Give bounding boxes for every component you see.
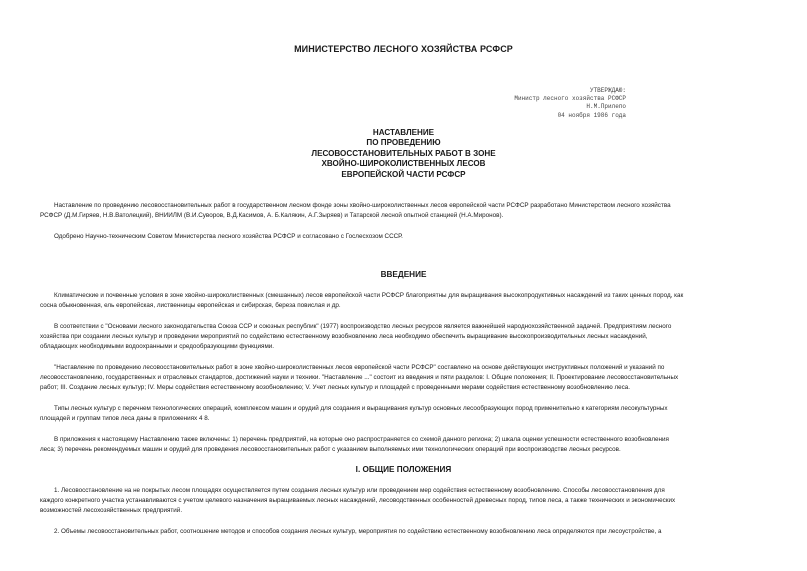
introduction-paragraph <box>40 435 770 455</box>
introduction-paragraph <box>40 404 770 424</box>
paragraph-line: хозяйства при создании лесных культур и проведении мероприятий по содействию естественному возобновлению леса необходимо обеспечить выращивание высокопроизводительных лесных насаждений, <box>40 333 648 341</box>
section-heading-general: I. ОБЩИЕ ПОЛОЖЕНИЯ <box>355 465 452 474</box>
approval-block <box>470 87 626 120</box>
paragraph-line: Типы лесных культур с перечнем технологических операций, комплексом машин и орудий для создания и выращивания культур основных лесообразующих пород применительно к категориям лесокультурных <box>54 405 668 412</box>
paragraph-line: лесовосстановлению, государственных и отраслевых стандартов, достижений науки и техники. "Наставление ..." состоит из введения и пяти разделов: I. Общие положения; II. Проектирование лесовосстановительных <box>40 374 679 382</box>
title-line: ХВОЙНО-ШИРОКОЛИСТВЕННЫХ ЛЕСОВ <box>321 159 486 169</box>
approval-line: УТВЕРЖДАЮ: <box>589 87 626 94</box>
paragraph-line: Климатические и почвенные условия в зоне хвойно-широколиственных (смешанных) лесов европейской части РСФСР благоприятны для выращивания высокопродуктивных насаждений из таких ценных пород, как <box>54 292 684 299</box>
approval-line: 04 ноября 1986 года <box>557 111 626 119</box>
title-line: ПО ПРОВЕДЕНИЮ <box>366 138 441 148</box>
paragraph-line: обладающих необходимыми водоохранными и средообразующими функциями. <box>40 343 275 351</box>
document-title <box>0 128 807 180</box>
introduction-paragraph <box>40 322 770 353</box>
title-line: ЕВРОПЕЙСКОЙ ЧАСТИ РСФСР <box>341 169 466 179</box>
intro-paragraph <box>40 201 770 221</box>
section-heading-introduction: ВВЕДЕНИЕ <box>380 270 427 279</box>
general-paragraph <box>40 527 770 537</box>
paragraph-line: 1. Лесовосстановление на не покрытых лесом площадях осуществляется путем создания лесных культур или проведением мер содействия естественному возобновлению. Способы лесовосстановления для <box>54 487 665 494</box>
introduction-paragraph <box>40 291 770 311</box>
paragraph-line: Наставление по проведению лесовосстановительных работ в государственном лесном фонде зоны хвойно-широколиственных лесов европейской части РСФСР разработано Министерством лесного хозяйства <box>54 202 671 209</box>
title-line: НАСТАВЛЕНИЕ <box>372 128 435 137</box>
paragraph-line: работ; III. Создание лесных культур; IV. Меры содействия естественному возобновлению; V. Учет лесных культур и площадей с проведенными мерами содействия естественному возобновлению леса. <box>40 384 631 392</box>
paragraph-line: В приложения к настоящему Наставлению также включены: 1) перечень предприятий, на которые оно распространяется со схемой данного региона; 2) шкала оценки успешности естественного возобновления <box>54 436 669 443</box>
paragraph-line: леса; 3) перечень рекомендуемых машин и орудий для проведения лесовосстановительных работ с указанием выполняемых ими технологических операций при воспроизводстве лесных ресурсов. <box>40 446 621 454</box>
general-paragraph <box>40 486 770 517</box>
paragraph-line: Одобрено Научно-техническим Советом Министерства лесного хозяйства РСФСР и согласовано с Гослесхозом СССР. <box>54 233 403 240</box>
approval-line: Н.М.Прилепо <box>586 103 626 111</box>
paragraph-line: сосна обыкновенная, ель европейская, лиственницы европейская и сибирская, береза повислая и др. <box>40 302 341 310</box>
paragraph-line: РСФСР (Д.М.Гиряев, Н.В.Ватолецкий), ВНИИЛМ (В.И.Суворов, В.Д.Касимов, А. Б.Калякин, А.Г.Зыряев) и Татарской лесной опытной станцией (Н.А.Миронов). <box>40 212 504 220</box>
paragraph-line: возможностей лесохозяйственных предприятий. <box>40 507 183 515</box>
title-line: ЛЕСОВОССТАНОВИТЕЛЬНЫХ РАБОТ В ЗОНЕ <box>311 148 496 158</box>
approval-line: Министр лесного хозяйства РСФСР <box>514 95 626 103</box>
paragraph-line: каждого конкретного участка устанавливаются с учетом целевого назначения выращиваемых лесных насаждений, лесоводственных особенностей древесных пород, типов леса, а также технических и экономических <box>40 497 676 505</box>
ministry-header: МИНИСТЕРСТВО ЛЕСНОГО ХОЗЯЙСТВА РСФСР <box>294 44 513 54</box>
paragraph-line: "Наставление по проведению лесовосстановительных работ в зоне хвойно-широколиственных лесов европейской части РСФСР" составлено на основе действующих инструктивных положений и указаний по <box>54 364 665 371</box>
paragraph-line: 2. Объемы лесовосстановительных работ, соотношение методов и способов создания лесных культур, мероприятия по содействию естественному возобновлению леса определяются при лесоустройстве, а <box>54 528 662 535</box>
intro-paragraph <box>40 232 770 242</box>
paragraph-line: В соответствии с "Основами лесного законодательства Союза ССР и союзных республик" (1977) воспроизводство лесных ресурсов является важнейшей народнохозяйственной задачей. Предприятиям лесного <box>54 323 672 330</box>
introduction-paragraph <box>40 363 770 394</box>
paragraph-line: площадей и группам типов леса даны в приложениях 4 8. <box>40 415 210 423</box>
